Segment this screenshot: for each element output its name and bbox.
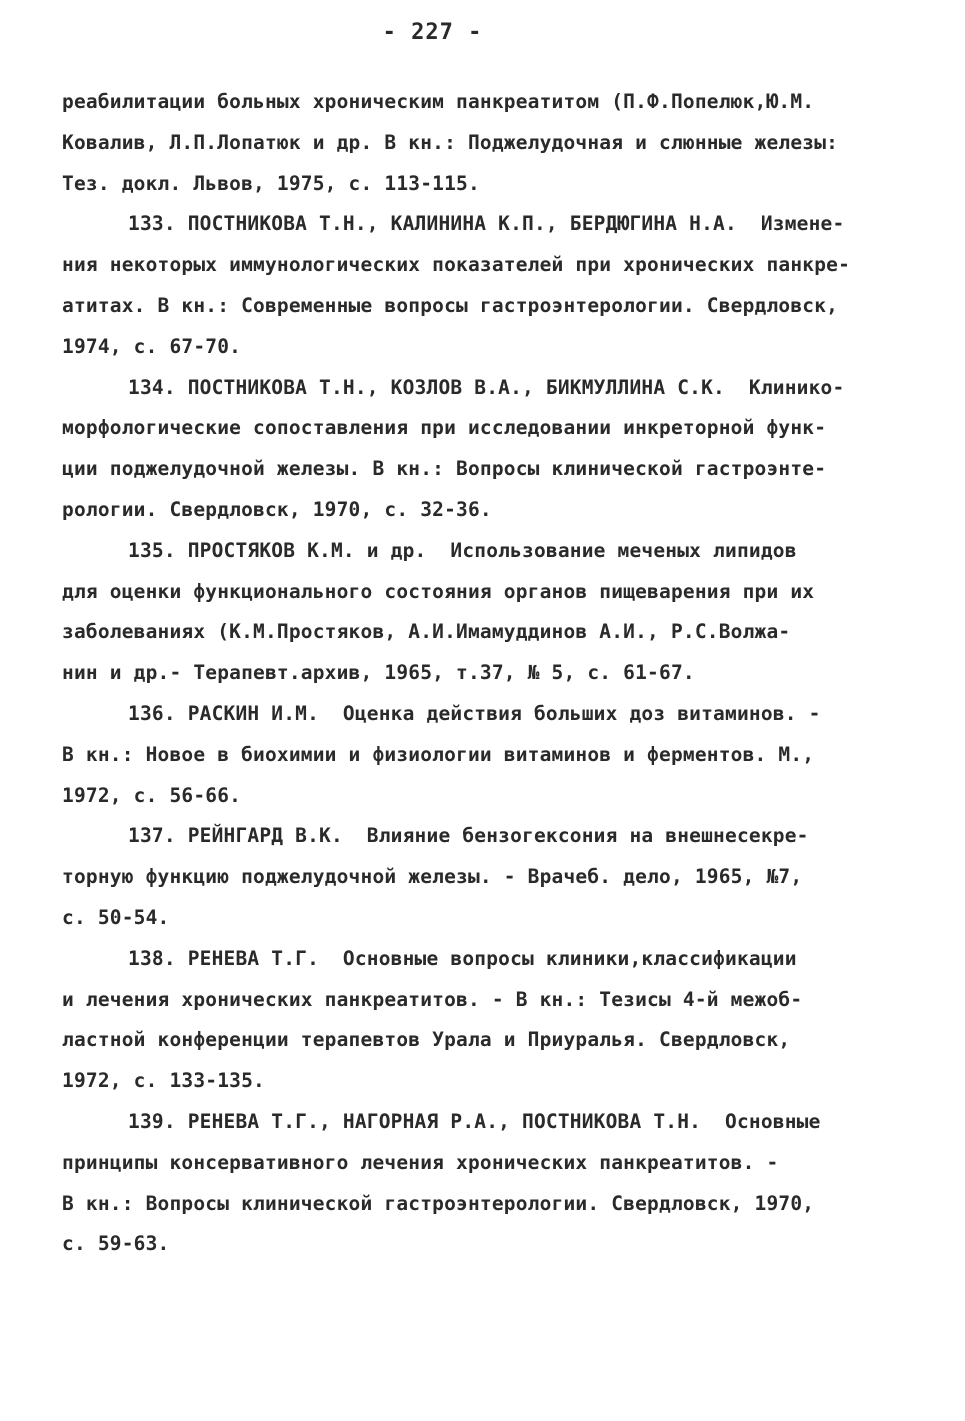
text-line: 138. РЕНЕВА Т.Г. Основные вопросы клиники,классификации — [128, 946, 797, 970]
text-line: 136. РАСКИН И.М. Оценка действия больших доз витаминов. - — [128, 702, 821, 725]
text-line: 139. РЕНЕВА Т.Г., НАГОРНАЯ Р.А., ПОСТНИКОВА Т.Н. Основные — [128, 1110, 821, 1133]
text-line: В кн.: Новое в биохимии и физиологии витаминов и ферментов. М., — [62, 742, 815, 766]
text-line: ластной конференции терапевтов Урала и Приуралья. Свердловск, — [62, 1028, 791, 1052]
text-line: для оценки функционального состояния органов пищеварения при их — [62, 579, 815, 603]
text-line: торную функцию поджелудочной железы. - Врачеб. дело, 1965, №7, — [62, 865, 803, 889]
text-line: 133. ПОСТНИКОВА Т.Н., КАЛИНИНА К.П., БЕРДЮГИНА Н.А. Измене- — [128, 212, 845, 236]
text-line: атитах. В кн.: Современные вопросы гастроэнтерологии. Свердловск, — [62, 294, 839, 317]
text-line: 134. ПОСТНИКОВА Т.Н., КОЗЛОВ В.А., БИКМУЛЛИНА С.К. Клинико- — [128, 375, 845, 399]
text-line: ния некоторых иммунологических показателей при хронических панкре- — [62, 253, 851, 277]
text-line: реабилитации больных хроническим панкреатитом (П.Ф.Попелюк,Ю.М. — [62, 90, 815, 113]
text-line: 1972, с. 56-66. — [62, 783, 242, 807]
text-line: нин и др.- Терапевт.архив, 1965, т.37, № 5, с. 61-67. — [62, 661, 695, 685]
text-line: 1972, с. 133-135. — [62, 1069, 265, 1093]
text-line: 137. РЕЙНГАРД В.К. Влияние бензогексония на внешнесекре- — [128, 824, 809, 848]
text-line: и лечения хронических панкреатитов. - В кн.: Тезисы 4-й межоб- — [62, 987, 803, 1011]
page-number: - 227 - — [382, 20, 483, 45]
text-line: Ковалив, Л.П.Лопатюк и др. В кн.: Поджелудочная и слюнные железы: — [62, 130, 839, 154]
text-line: 1974, с. 67-70. — [62, 334, 242, 358]
text-line: ции поджелудочной железы. В кн.: Вопросы клинической гастроэнте- — [62, 457, 827, 481]
text-line: с. 50-54. — [62, 906, 170, 929]
text-line: заболеваниях (К.М.Простяков, А.И.Имамуддинов А.И., Р.С.Волжа- — [62, 620, 791, 644]
text-line: рологии. Свердловск, 1970, с. 32-36. — [62, 498, 492, 521]
text-line: морфологические сопоставления при исследовании инкреторной функ- — [62, 416, 827, 440]
text-line: с. 59-63. — [62, 1232, 170, 1256]
text-line: В кн.: Вопросы клинической гастроэнтерологии. Свердловск, 1970, — [62, 1191, 815, 1215]
text-line: принципы консервативного лечения хронических панкреатитов. - — [62, 1150, 779, 1174]
text-line: Тез. докл. Львов, 1975, с. 113-115. — [62, 171, 480, 195]
text-line: 135. ПРОСТЯКОВ К.М. и др. Использование меченых липидов — [128, 538, 797, 562]
